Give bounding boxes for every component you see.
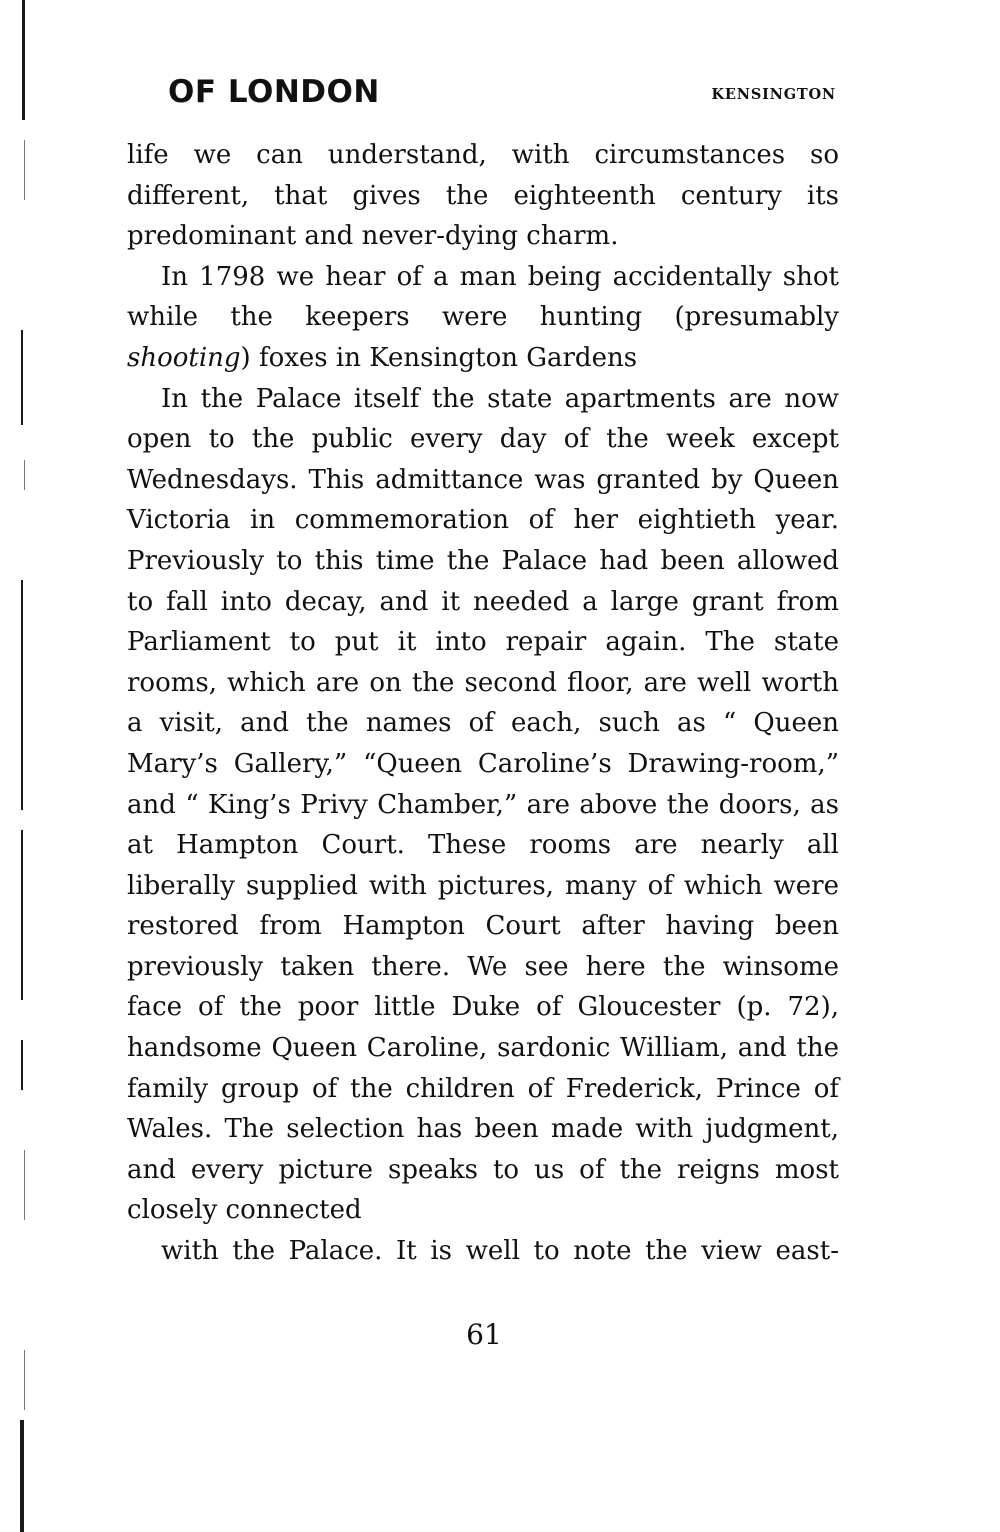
gutter-edge-mark bbox=[22, 0, 25, 120]
gutter-edge-mark bbox=[24, 140, 25, 200]
paragraph bbox=[127, 379, 839, 1272]
paragraph-last-line: with the Palace. It is well to note the view east- bbox=[161, 1236, 839, 1267]
paragraph-text: In the Palace itself the state apartments are now open to the public every day of the week except Wednesdays. This admittance was granted by Queen Victoria in commemoration of her eightieth year. Previously to this time the Palace had been allowed to fall into decay, and it needed a large grant from Parliament to put it into repair again. The state rooms, which are on the second floor, are well worth a visit, and the names of each, such as “ Queen Mary’s Gallery,” “Queen Caroline’s Drawing-room,” and “ King’s Privy Chamber,” are above the doors, as at Hampton Court. These rooms are nearly all liberally supplied with pictures, many of which were restored from Hampton Court after having been previously taken there. We see here the winsome face of the poor little Duke of Gloucester (p. 72), handsome Queen Caroline, sardonic William, and the family group of the children of Frederick, Prince of Wales. The selection has been made with judgment, and every picture speaks to us of the reigns most closely connected bbox=[127, 383, 839, 1226]
paragraph-text: life we can understand, with circumstances so different, that gives the eighteenth century its predominant and never-dying charm. bbox=[127, 140, 839, 252]
gutter-edge-mark bbox=[24, 1150, 25, 1220]
running-head-title: OF LONDON bbox=[168, 74, 380, 110]
gutter-edge-mark bbox=[24, 460, 25, 490]
paragraph-continued bbox=[127, 135, 839, 257]
body-text bbox=[127, 135, 839, 1272]
running-head bbox=[168, 74, 836, 118]
gutter-edge-mark bbox=[21, 1040, 23, 1090]
italic-word: shooting bbox=[127, 342, 241, 373]
paragraph-text: In 1798 we hear of a man being accidentally shot while the keepers were hunting (presumably bbox=[127, 261, 839, 333]
running-head-section: KENSINGTON bbox=[711, 86, 836, 103]
gutter-edge-mark bbox=[24, 1350, 25, 1410]
page-number: 61 bbox=[466, 1318, 502, 1351]
gutter-edge-mark bbox=[20, 1420, 24, 1532]
gutter-edge-mark bbox=[21, 330, 23, 425]
gutter-edge-mark bbox=[21, 580, 23, 810]
paragraph bbox=[127, 257, 839, 379]
gutter-edge-mark bbox=[21, 830, 23, 1000]
paragraph-text: ) foxes in Kensington Gardens bbox=[240, 342, 638, 373]
